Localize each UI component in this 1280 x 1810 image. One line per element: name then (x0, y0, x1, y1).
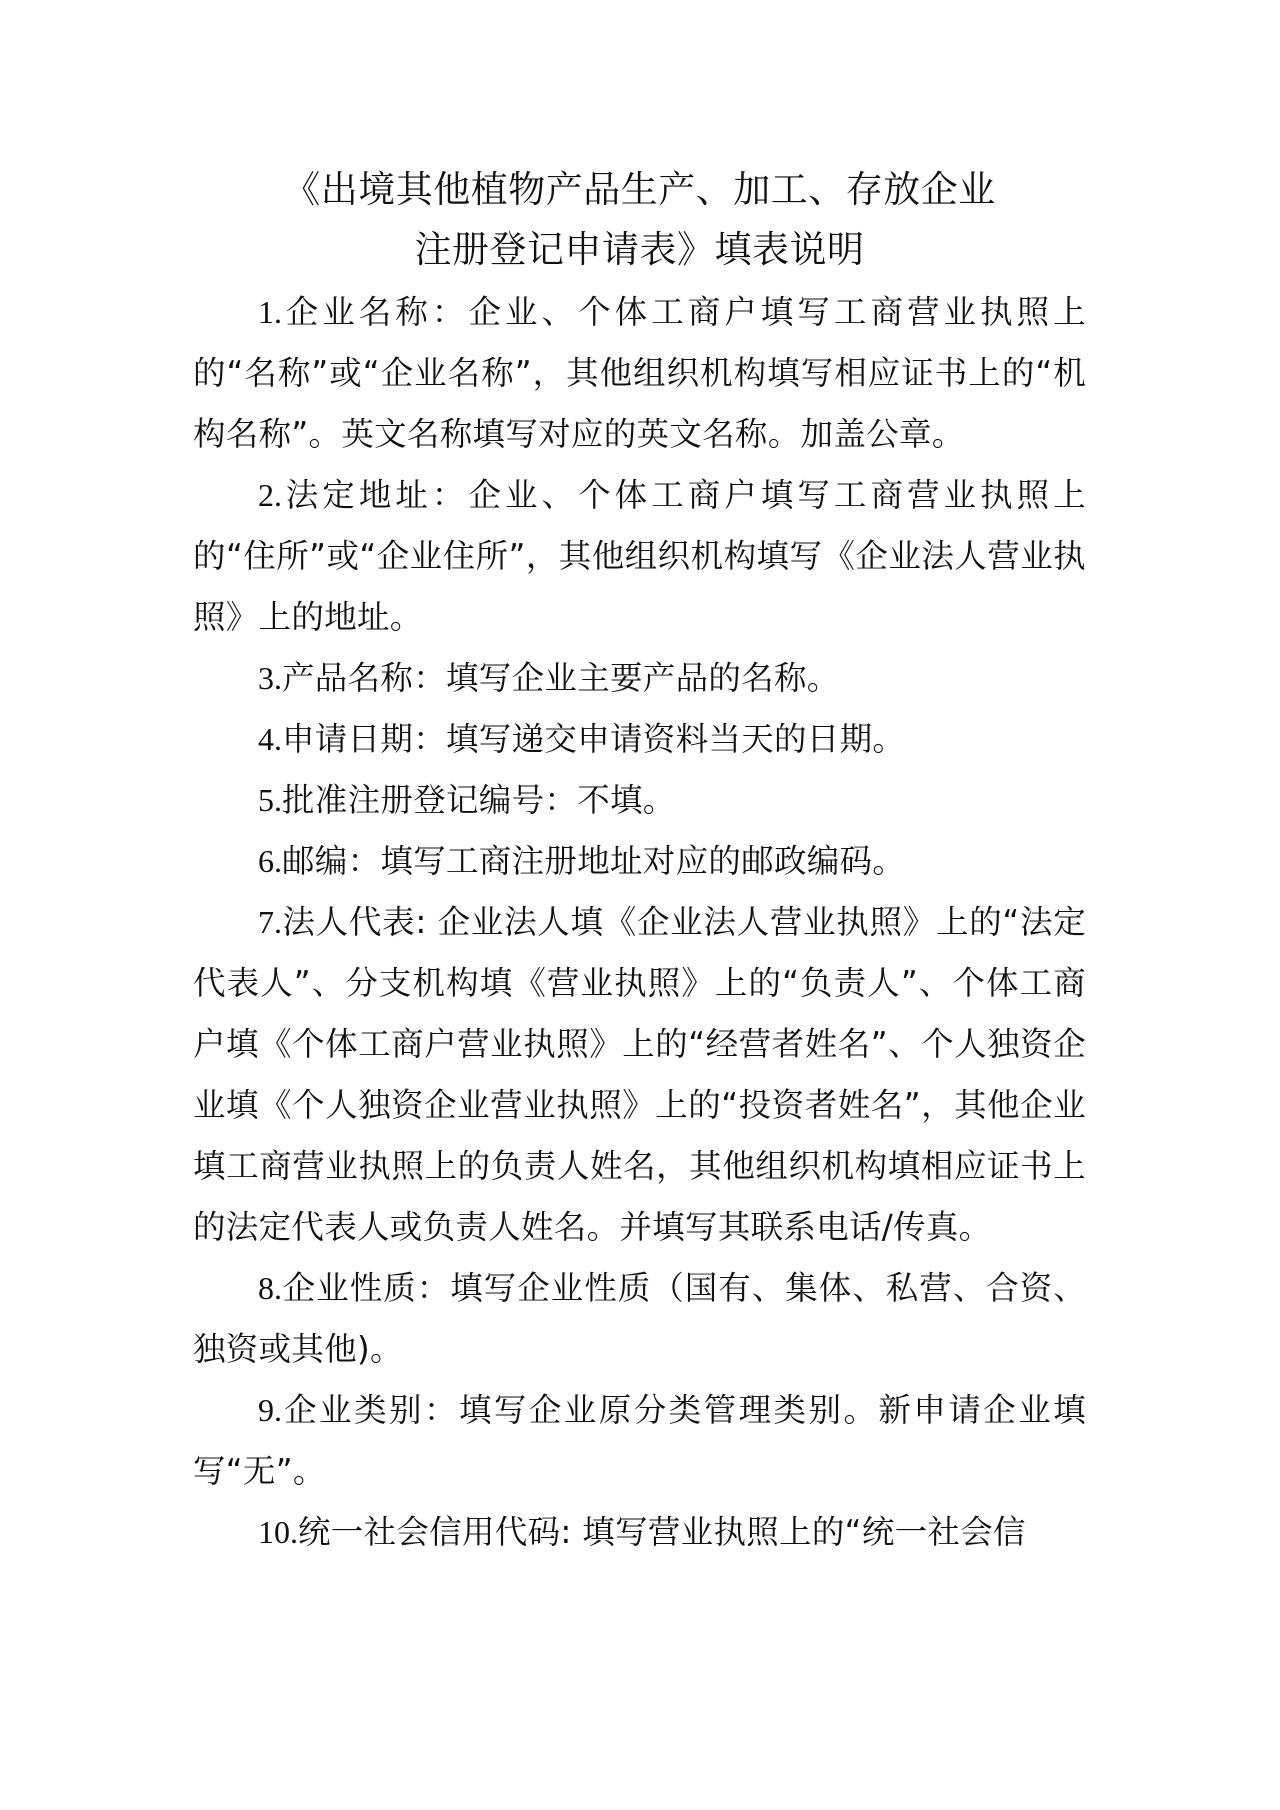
item-number: 7. (258, 904, 282, 940)
title-line-2: 注册登记申请表》填表说明 (414, 228, 865, 271)
item-number: 2. (258, 477, 282, 513)
item-enterprise-nature (193, 1258, 1086, 1380)
title-line-1: 《出境其他植物产品生产、加工、存放企业 (283, 168, 996, 211)
item-number: 3. (258, 660, 282, 696)
document-title (193, 160, 1086, 280)
item-postal-code (193, 831, 1086, 892)
item-registration-number (193, 770, 1086, 831)
item-application-date (193, 709, 1086, 770)
item-number: 9. (258, 1392, 282, 1428)
item-number: 1. (258, 294, 282, 330)
item-company-name (193, 282, 1086, 465)
item-number: 4. (258, 721, 282, 757)
item-number: 6. (258, 843, 282, 879)
item-text: 法人代表: 企业法人填《企业法人营业执照》上的“法定代表人”、分支机构填《营业执照》上的“负责人”、个体工商户填《个体工商户营业执照》上的“经营者姓名”、个人独资企业填《个人独资企业营业执照》上的“投资者姓名”，其他企业填工商营业执照上的负责人姓名，其他组织机构填相应证书上的法定代表人或负责人姓名。并填写其联系电话/传真。 (193, 903, 1086, 1246)
item-number: 10. (258, 1514, 298, 1550)
item-text: 企业名称：企业、个体工商户填写工商营业执照上的“名称”或“企业名称”，其他组织机构填写相应证书上的“机构名称”。英文名称填写对应的英文名称。加盖公章。 (193, 293, 1086, 453)
item-product-name (193, 648, 1086, 709)
item-credit-code (193, 1502, 1086, 1563)
item-number: 8. (258, 1270, 282, 1306)
item-text: 邮编：填写工商注册地址对应的邮政编码。 (282, 842, 906, 880)
item-text: 申请日期：填写递交申请资料当天的日期。 (282, 720, 906, 758)
item-number: 5. (258, 782, 282, 818)
item-text: 统一社会信用代码: 填写营业执照上的“统一社会信 (298, 1513, 1026, 1551)
item-legal-address (193, 465, 1086, 648)
item-text: 产品名称：填写企业主要产品的名称。 (282, 659, 840, 697)
document-page (193, 160, 1086, 1563)
item-legal-representative (193, 892, 1086, 1258)
item-text: 企业类别：填写企业原分类管理类别。新申请企业填写“无”。 (193, 1391, 1086, 1490)
item-text: 企业性质：填写企业性质（国有、集体、私营、合资、独资或其他)。 (193, 1269, 1086, 1368)
item-text: 法定地址：企业、个体工商户填写工商营业执照上的“住所”或“企业住所”，其他组织机构填写《企业法人营业执照》上的地址。 (193, 476, 1086, 636)
item-enterprise-category (193, 1380, 1086, 1502)
item-text: 批准注册登记编号：不填。 (282, 781, 676, 819)
